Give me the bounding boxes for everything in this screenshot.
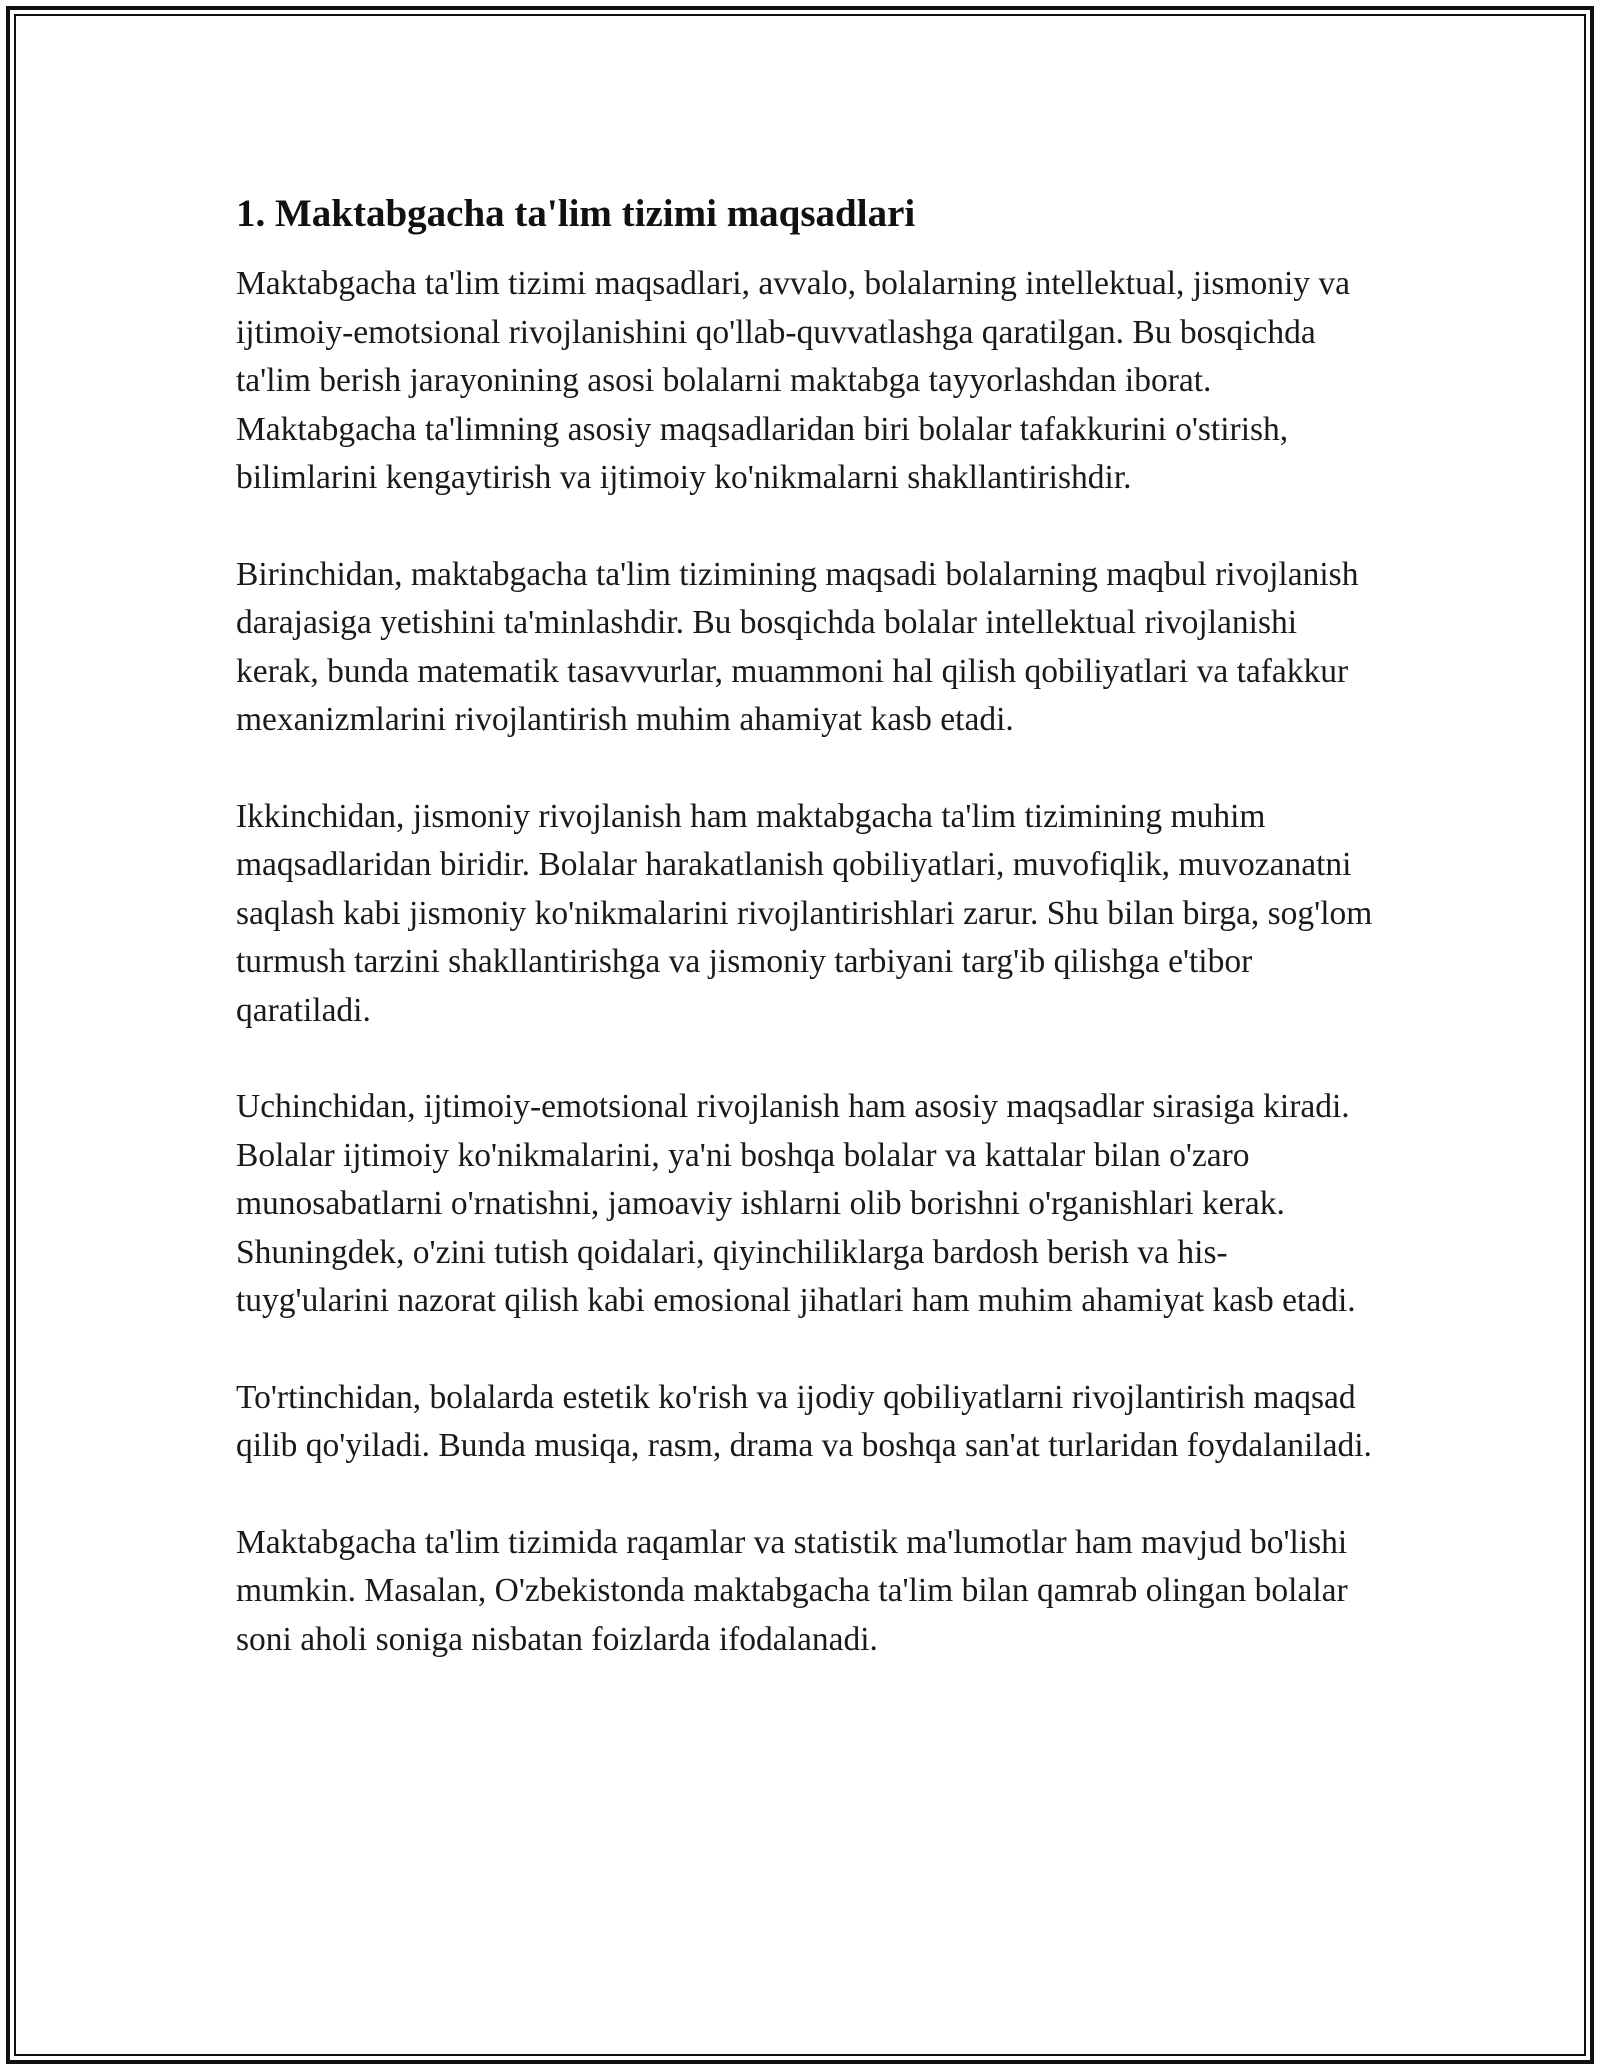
document-body <box>236 190 1376 1664</box>
paragraph-statistics: Maktabgacha ta'lim tizimida raqamlar va statistik ma'lumotlar ham mavjud bo'lishi mumkin. Masalan, O'zbekistonda maktabgacha ta'lim bilan qamrab olingan bolalar soni aholi soniga nisbatan foizlarda ifodalanadi. <box>236 1523 1348 1658</box>
paragraph-first: Birinchidan, maktabgacha ta'lim tizimining maqsadi bolalarning maqbul rivojlanish darajasiga yetishini ta'minlashdir. Bu bosqichda bolalar intellektual rivojlanishi kerak, bunda matematik tasavvurlar, muammoni hal qilish qobiliyatlari va tafakkur mexanizmlarini rivojlantirish muhim ahamiyat kasb etadi. <box>236 555 1359 738</box>
paragraph-fourth: To'rtinchidan, bolalarda estetik ko'rish va ijodiy qobiliyatlarni rivojlantirish maqsad qilib qo'yiladi. Bunda musiqa, rasm, drama va boshqa san'at turlaridan foydalaniladi. <box>236 1378 1372 1464</box>
section-heading: 1. Maktabgacha ta'lim tizimi maqsadlari <box>236 192 916 235</box>
paragraph-second: Ikkinchidan, jismoniy rivojlanish ham maktabgacha ta'lim tizimining muhim maqsadlaridan biridir. Bolalar harakatlanish qobiliyatlari, muvofiqlik, muvozanatni saqlash kabi jismoniy ko'nikmalarini rivojlantirishlari zarur. Shu bilan birga, sog'lom turmush tarzini shakllantirishga va jismoniy tarbiyani targ'ib qilishga e'tibor qaratiladi. <box>236 797 1373 1029</box>
paragraph-intro: Maktabgacha ta'lim tizimi maqsadlari, avvalo, bolalarning intellektual, jismoniy va ijtimoiy-emotsional rivojlanishini qo'llab-quvvatlashga qaratilgan. Bu bosqichda ta'lim berish jarayonining asosi bolalarni maktabga tayyorlashdan iborat. Maktabgacha ta'limning asosiy maqsadlaridan biri bolalar tafakkurini o'stirish, bilimlarini kengaytirish va ijtimoiy ko'nikmalarni shakllantirishdir. <box>236 265 1351 496</box>
paragraph-third: Uchinchidan, ijtimoiy-emotsional rivojlanish ham asosiy maqsadlar sirasiga kiradi. Bolalar ijtimoiy ko'nikmalarini, ya'ni boshqa bolalar va kattalar bilan o'zaro munosabatlarni o'rnatishni, jamoaviy ishlarni olib borishni o'rganishlari kerak. Shuningdek, o'zini tutish qoidalari, qiyinchiliklarga bardosh berish va his-tuyg'ularini nazorat qilish kabi emosional jihatlari ham muhim ahamiyat kasb etadi. <box>236 1088 1356 1319</box>
